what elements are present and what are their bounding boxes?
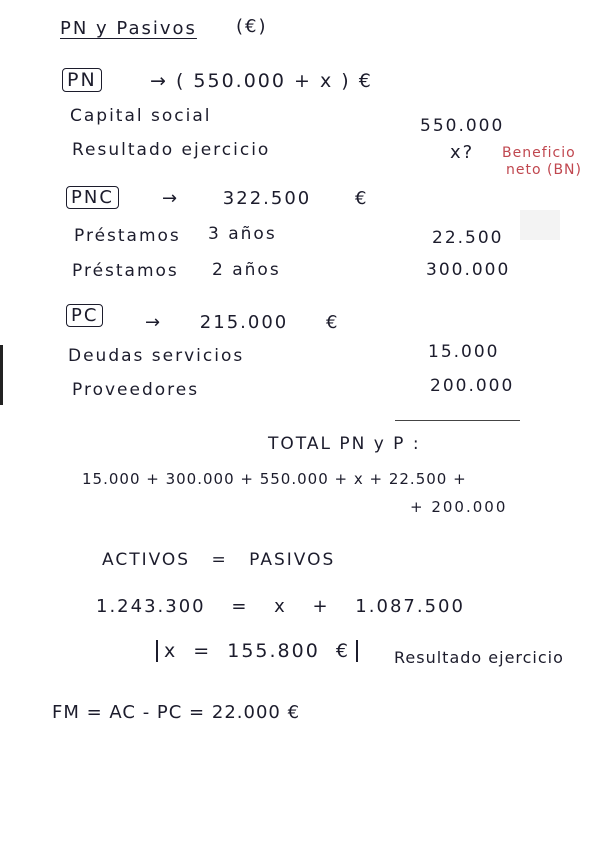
pn-label: PN (62, 68, 102, 92)
prestamos-3-label: Préstamos (74, 226, 181, 246)
beneficio-note: Beneficio (502, 145, 576, 161)
deudas-servicios-value: 15.000 (428, 342, 500, 362)
prestamos-2-label: Préstamos (72, 261, 179, 281)
currency-unit: (€) (236, 16, 268, 37)
resultado-ejercicio-label: Resultado ejercicio (72, 140, 271, 160)
pnc-formula: → 322.500 € (162, 188, 369, 209)
prestamos-2-term: 2 años (212, 260, 281, 280)
proveedores-label: Proveedores (72, 380, 200, 400)
result-box: x = 155.800 € (156, 640, 358, 662)
pn-formula: → ( 550.000 + x ) € (150, 70, 373, 92)
pc-formula: → 215.000 € (145, 312, 340, 333)
total-divider (395, 420, 520, 421)
capital-social-label: Capital social (70, 106, 212, 126)
page-heading: PN y Pasivos (60, 18, 197, 39)
beneficio-note-2: neto (BN) (506, 162, 582, 178)
total-sum-line-2: + 200.000 (410, 498, 508, 516)
deudas-servicios-label: Deudas servicios (68, 346, 245, 366)
total-heading: TOTAL PN y P : (268, 434, 421, 454)
resultado-ejercicio-value: x? (450, 142, 475, 163)
fm-formula: FM = AC - PC = 22.000 € (52, 702, 301, 723)
pnc-label: PNC (66, 186, 119, 209)
equation-line: 1.243.300 = x + 1.087.500 (96, 596, 465, 617)
prestamos-3-term: 3 años (208, 224, 277, 244)
prestamos-3-value: 22.500 (432, 228, 504, 248)
total-sum-line-1: 15.000 + 300.000 + 550.000 + x + 22.500 + (82, 470, 467, 488)
binding-edge (0, 345, 3, 405)
capital-social-value: 550.000 (420, 116, 505, 136)
bleed-through-mark (520, 210, 560, 240)
proveedores-value: 200.000 (430, 376, 515, 396)
result-label: Resultado ejercicio (394, 648, 564, 667)
activos-pasivos-statement: ACTIVOS = PASIVOS (102, 550, 336, 570)
pc-label: PC (66, 304, 103, 327)
prestamos-2-value: 300.000 (426, 260, 511, 280)
